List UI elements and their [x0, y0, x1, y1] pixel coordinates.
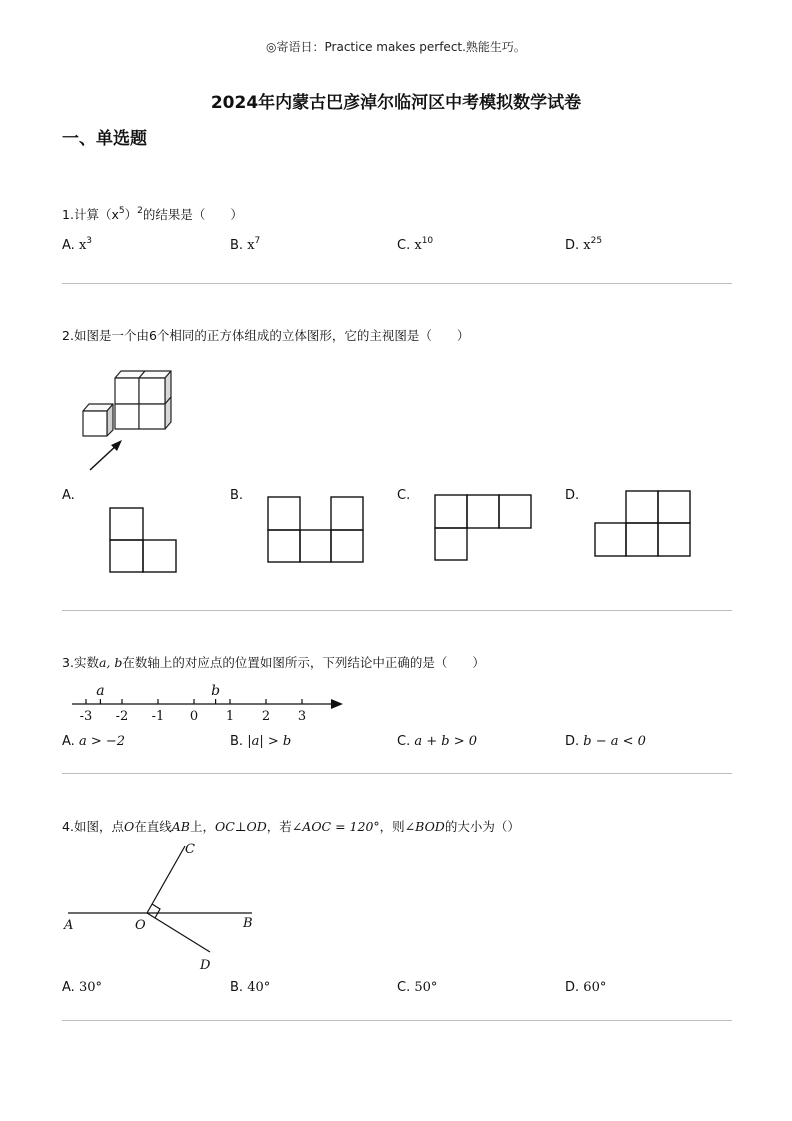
cube-stack-figure — [78, 366, 178, 476]
number-line-tick-label: 0 — [189, 709, 199, 724]
question-3-option-b[interactable] — [230, 734, 291, 749]
stem-text: 上， — [189, 819, 215, 834]
ray-oc — [147, 846, 185, 913]
relation-perpendicular: OC⊥OD — [214, 819, 267, 834]
question-2-option-c-label[interactable]: C. — [397, 488, 411, 503]
question-number: 3. — [62, 655, 74, 670]
option-label: C. — [397, 734, 411, 749]
option-text: a > −2 — [78, 734, 126, 749]
question-3-option-d[interactable] — [565, 734, 646, 749]
number-line-tick-label: 2 — [261, 709, 271, 724]
question-number: 4. — [62, 819, 74, 834]
option-label: D. — [565, 238, 580, 253]
exponent: 5 — [118, 206, 125, 216]
question-divider — [62, 773, 732, 774]
stem-text: ，若 — [266, 819, 292, 834]
option-label: D. — [565, 980, 580, 995]
question-2-option-c-figure[interactable] — [433, 493, 533, 563]
stem-text: 在数轴上的对应点的位置如图所示，下列结论中正确的是（ ） — [122, 655, 485, 670]
option-label: C. — [397, 980, 411, 995]
number-line-tick-label: 1 — [225, 709, 235, 724]
option-text: |a| > b — [247, 734, 292, 749]
question-1-option-b[interactable] — [230, 238, 260, 253]
number-line-arrow-icon — [331, 699, 343, 709]
view-direction-arrow — [90, 444, 118, 470]
number-line-tick-label: -3 — [79, 709, 93, 724]
stem-text: 如图，点 — [73, 819, 124, 834]
option-base: x — [414, 238, 422, 253]
question-divider — [62, 1020, 732, 1021]
point-b-label: b — [211, 683, 221, 699]
question-1-option-a[interactable] — [62, 238, 92, 253]
label-d: D — [200, 958, 211, 973]
number-line-tick-label: 3 — [297, 709, 307, 724]
question-divider — [62, 610, 732, 611]
option-label: D. — [565, 734, 580, 749]
stem-text: 实数 — [73, 655, 99, 670]
question-2-option-d-figure[interactable] — [593, 489, 693, 559]
question-2-option-a-figure[interactable] — [108, 506, 178, 574]
exponent: 2 — [137, 206, 143, 216]
point-a-label: a — [96, 683, 105, 699]
label-a: A — [64, 918, 74, 933]
question-2-option-a-label[interactable]: A. — [62, 488, 75, 503]
option-label: C. — [397, 238, 411, 253]
stem-text: 的结果是（ ） — [142, 207, 243, 222]
number-line-tick-label: -2 — [115, 709, 129, 724]
option-label: A. — [62, 734, 75, 749]
stem-text: ，则 — [379, 819, 405, 834]
exam-title: 2024年内蒙古巴彦淖尔临河区中考模拟数学试卷 — [210, 93, 582, 113]
question-number: 2. — [62, 328, 74, 343]
relation-angle-aoc: ∠AOC = 120° — [291, 819, 380, 834]
label-c: C — [185, 842, 195, 857]
option-base: x — [583, 238, 591, 253]
option-text: 50° — [414, 980, 438, 995]
label-b: B — [243, 916, 253, 931]
option-exponent: 3 — [86, 236, 93, 246]
question-2-option-d-label[interactable]: D. — [565, 488, 580, 503]
option-text: a + b > 0 — [414, 734, 478, 749]
question-number: 1. — [62, 207, 74, 222]
option-label: B. — [230, 980, 244, 995]
option-base: x — [78, 238, 87, 253]
stem-text: 如图是一个由6个相同的正方体组成的立体图形，它的主视图是（ ） — [73, 328, 470, 343]
option-text: 30° — [78, 980, 102, 995]
option-text: 60° — [583, 980, 607, 995]
option-label: A. — [62, 980, 75, 995]
question-1-stem — [62, 205, 243, 223]
question-1-option-c[interactable] — [397, 238, 433, 253]
option-exponent: 10 — [421, 236, 434, 246]
question-4-option-d[interactable] — [565, 980, 606, 995]
stem-text: 计算（x — [73, 207, 119, 222]
motto-line: ◎寄语日：Practice makes perfect.熟能生巧。 — [266, 40, 526, 54]
question-3-option-c[interactable] — [397, 734, 477, 749]
question-2-option-b-figure[interactable] — [266, 495, 366, 565]
var-ab: AB — [171, 819, 190, 834]
number-line-tick-label: -1 — [151, 709, 165, 724]
option-exponent: 7 — [254, 236, 261, 246]
question-2-option-b-label[interactable]: B. — [230, 488, 244, 503]
number-line-figure — [66, 680, 356, 726]
question-4-option-b[interactable] — [230, 980, 270, 995]
stem-variables: a, b — [98, 655, 123, 670]
option-text: 40° — [247, 980, 271, 995]
question-4-option-a[interactable] — [62, 980, 102, 995]
option-label: B. — [230, 238, 244, 253]
question-2-stem — [62, 326, 469, 344]
question-4-stem — [62, 817, 520, 835]
section-heading: 一、单选题 — [62, 129, 147, 149]
ray-od — [147, 913, 210, 952]
right-angle-mark — [152, 904, 160, 918]
relation-angle-bod: ∠BOD — [404, 819, 445, 834]
option-label: A. — [62, 238, 75, 253]
question-3-option-a[interactable] — [62, 734, 125, 749]
question-divider — [62, 283, 732, 284]
question-4-option-c[interactable] — [397, 980, 437, 995]
var-o: O — [123, 819, 135, 834]
stem-text: 在直线 — [134, 819, 172, 834]
option-exponent: 25 — [590, 236, 603, 246]
question-3-stem — [62, 653, 485, 671]
question-1-option-d[interactable] — [565, 238, 602, 253]
angle-figure — [60, 838, 270, 978]
stem-text: ） — [124, 207, 138, 222]
label-o: O — [135, 918, 146, 933]
option-text: b − a < 0 — [583, 734, 646, 749]
stem-text: 的大小为（） — [444, 819, 520, 834]
option-base: x — [247, 238, 255, 253]
option-label: B. — [230, 734, 244, 749]
